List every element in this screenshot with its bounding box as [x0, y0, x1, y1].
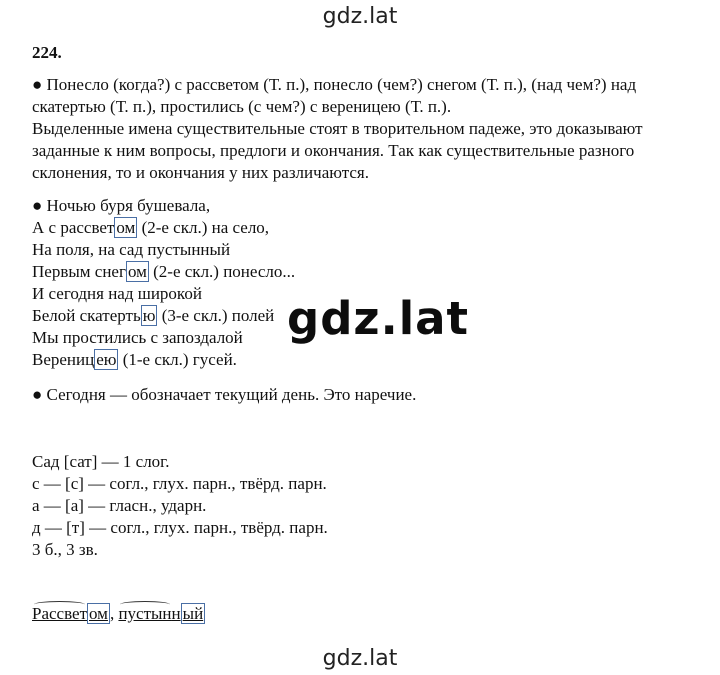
ending-box: ею: [96, 350, 117, 369]
ending-box: ю: [142, 306, 156, 325]
case-note: (1-е скл.) гусей.: [118, 350, 237, 369]
word-root: Рассвет: [32, 604, 87, 623]
adverb-note: [32, 384, 416, 406]
case-note: (2-е скл.) на село,: [137, 218, 270, 237]
poem-line: [32, 349, 295, 371]
phonetic-line: 3 б., 3 зв.: [32, 540, 98, 559]
word-stem: Первым снег: [32, 262, 126, 281]
paragraph-line: скатертью (Т. п.), простились (с чем?) с вереницею (Т. п.).: [32, 97, 452, 116]
paragraph-line: склонения, то и окончания у них различаются.: [32, 163, 369, 182]
case-note: (2-е скл.) понесло...: [148, 262, 296, 281]
explanation-paragraph: [32, 74, 702, 184]
watermark-middle: gdz.lat: [287, 292, 470, 345]
morpheme-line: [32, 603, 205, 624]
phonetic-analysis: [32, 451, 328, 561]
note-line: ● Сегодня — обозначает текущий день. Это наречие.: [32, 385, 417, 404]
poem-line: Мы простились с запоздалой: [32, 328, 243, 347]
paragraph-line: Выделенные имена существительные стоят в творительном падеже, это доказывают: [32, 119, 643, 138]
phonetic-line: с — [с] — согл., глух. парн., твёрд. парн.: [32, 474, 327, 493]
ending-box: ом: [127, 262, 147, 281]
poem-line: И сегодня над широкой: [32, 284, 202, 303]
watermark-top: gdz.lat: [322, 4, 398, 29]
phonetic-line: а — [а] — гласн., ударн.: [32, 496, 207, 515]
poem-line: [32, 305, 295, 327]
word-stem: Белой скатерть: [32, 306, 141, 325]
poem-line: ● Ночью буря бушевала,: [32, 196, 211, 215]
ending-box: ом: [116, 218, 136, 237]
ending-box: ом: [89, 604, 108, 623]
word-root: пустын: [118, 604, 172, 623]
poem-line: [32, 217, 295, 239]
watermark-bottom: gdz.lat: [322, 646, 398, 671]
word-stem: Верениц: [32, 350, 95, 369]
case-note: (3-е скл.) полей: [157, 306, 275, 325]
separator: ,: [109, 604, 119, 623]
task-number: 224.: [32, 43, 62, 62]
poem-line: На поля, на сад пустынный: [32, 240, 231, 259]
poem-line: [32, 261, 295, 283]
poem: [32, 195, 295, 371]
paragraph-line: ● Понесло (когда?) с рассветом (Т. п.), понесло (чем?) снегом (Т. п.), (над чем?) над: [32, 75, 637, 94]
morpheme-analysis: [32, 603, 205, 625]
paragraph-line: заданные к ним вопросы, предлоги и окончания. Так как существительные разного: [32, 141, 635, 160]
word-stem: А с рассвет: [32, 218, 115, 237]
word-suffix: н: [171, 604, 181, 623]
phonetic-line: д — [т] — согл., глух. парн., твёрд. парн.: [32, 518, 328, 537]
phonetic-line: Сад [сат] — 1 слог.: [32, 452, 170, 471]
ending-box: ый: [182, 604, 204, 623]
